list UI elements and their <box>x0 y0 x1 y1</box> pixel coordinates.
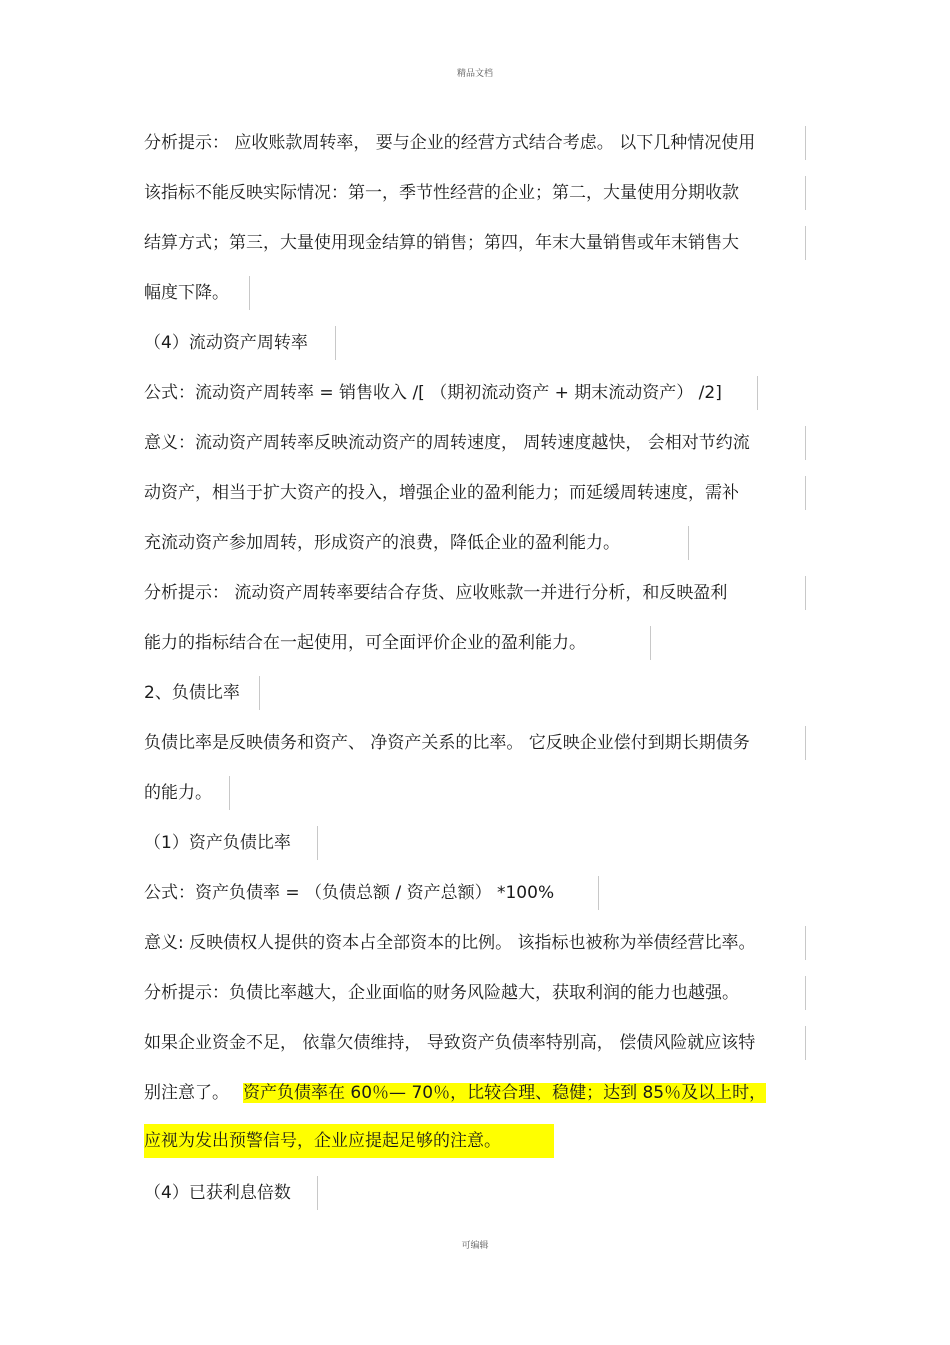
text-line: 充流动资产参加周转，形成资产的浪费，降低企业的盈利能力。 <box>144 526 689 560</box>
text-line: 分析提示： 应收账款周转率， 要与企业的经营方式结合考虑。 以下几种情况使用 <box>144 126 806 160</box>
section-heading: （1）资产负债比率 <box>144 826 318 860</box>
text-line: 负债比率是反映债务和资产、 净资产关系的比率。 它反映企业偿付到期长期债务 <box>144 726 806 760</box>
text-line: 动资产，相当于扩大资产的投入，增强企业的盈利能力；而延缓周转速度，需补 <box>144 476 806 510</box>
section-heading: 2、负债比率 <box>144 676 260 710</box>
mixed-line <box>144 1076 806 1110</box>
text-segment: 别注意了。 <box>144 1083 229 1103</box>
text-line: 意义：流动资产周转率反映流动资产的周转速度， 周转速度越快， 会相对节约流 <box>144 426 806 460</box>
text-line: 该指标不能反映实际情况：第一，季节性经营的企业；第二，大量使用分期收款 <box>144 176 806 210</box>
page-footer: 可编辑 <box>461 1241 489 1251</box>
formula-line: 公式：资产负债率 = （负债总额 / 资产总额） *100% <box>144 876 599 910</box>
formula-line: 公式：流动资产周转率 = 销售收入 /[ （期初流动资产 + 期末流动资产） /2] <box>144 376 758 410</box>
section-heading: （4）流动资产周转率 <box>144 326 336 360</box>
text-line: 的能力。 <box>144 776 230 810</box>
text-line: 意义: 反映债权人提供的资本占全部资本的比例。 该指标也被称为举债经营比率。 <box>144 926 806 960</box>
section-heading: （4）已获利息倍数 <box>144 1176 318 1210</box>
text-line: 结算方式；第三，大量使用现金结算的销售；第四，年末大量销售或年末销售大 <box>144 226 806 260</box>
text-line: 分析提示：负债比率越大，企业面临的财务风险越大，获取利润的能力也越强。 <box>144 976 806 1010</box>
text-line: 如果企业资金不足， 依靠欠债维持， 导致资产负债率特别高， 偿债风险就应该特 <box>144 1026 806 1060</box>
text-line: 幅度下降。 <box>144 276 250 310</box>
text-line: 分析提示： 流动资产周转率要结合存货、应收账款一并进行分析，和反映盈利 <box>144 576 806 610</box>
highlighted-text: 应视为发出预警信号，企业应提起足够的注意。 <box>144 1124 554 1158</box>
highlighted-text: 资产负债率在 60％— 70％，比较合理、稳健；达到 85％及以上时， <box>243 1083 767 1103</box>
page-header: 精品文档 <box>456 69 493 79</box>
text-line: 能力的指标结合在一起使用，可全面评价企业的盈利能力。 <box>144 626 651 660</box>
